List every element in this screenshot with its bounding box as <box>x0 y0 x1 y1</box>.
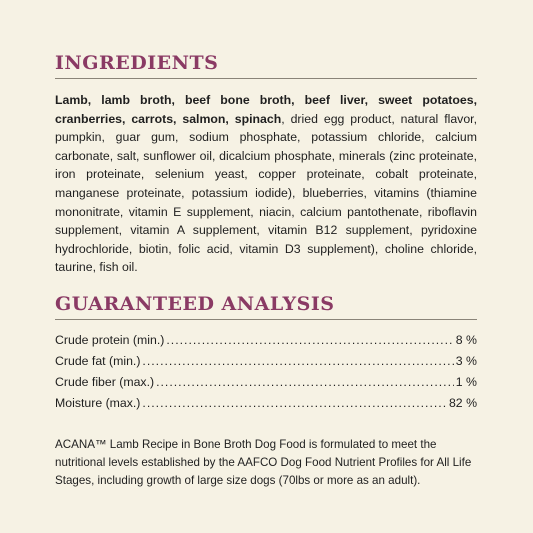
analysis-row <box>55 351 477 372</box>
analysis-heading: GUARANTEED ANALYSIS <box>55 293 477 320</box>
analysis-value: 3 % <box>455 353 477 368</box>
ingredients-primary: Lamb, lamb broth, beef bone broth, beef liver, sweet potatoes, cranberries, carrots, salmon, spinach <box>55 93 477 126</box>
analysis-row <box>55 372 477 393</box>
analysis-value: 1 % <box>455 374 477 389</box>
dot-leader <box>142 393 447 414</box>
analysis-table <box>55 330 477 414</box>
ingredients-heading: INGREDIENTS <box>55 52 477 79</box>
analysis-value: 82 % <box>448 395 477 410</box>
analysis-row <box>55 393 477 414</box>
analysis-row <box>55 330 477 351</box>
ingredients-list <box>55 91 477 277</box>
analysis-value: 8 % <box>455 332 477 347</box>
dot-leader <box>166 330 453 351</box>
ingredients-secondary: , dried egg product, natural flavor, pumpkin, guar gum, sodium phosphate, potassium chloride, calcium carbonate, salt, sunflower oil, dicalcium phosphate, minerals (zinc proteinate, iron proteinate, selenium yeast, copper proteinate, cobalt proteinate, manganese proteinate, potassium iodide), blueberries, vitamins (thiamine mononitrate, vitamin E supplement, niacin, calcium pantothenate, riboflavin supplement, vitamin A supplement, vitamin B12 supplement, pyridoxine hydrochloride, biotin, folic acid, vitamin D3 supplement), choline chloride, taurine, fish oil. <box>55 111 478 275</box>
nutrition-panel <box>55 0 477 490</box>
analysis-label: Crude fiber (max.) <box>55 374 155 389</box>
analysis-label: Crude protein (min.) <box>55 332 165 347</box>
analysis-label: Crude fat (min.) <box>55 353 141 368</box>
aafco-statement: ACANA™ Lamb Recipe in Bone Broth Dog Food is formulated to meet the nutritional levels established by the AAFCO Dog Food Nutrient Profiles for All Life Stages, including growth of large size dogs (70lbs or more as an adult). <box>55 437 472 487</box>
dot-leader <box>142 351 453 372</box>
dot-leader <box>156 372 454 393</box>
analysis-label: Moisture (max.) <box>55 395 141 410</box>
